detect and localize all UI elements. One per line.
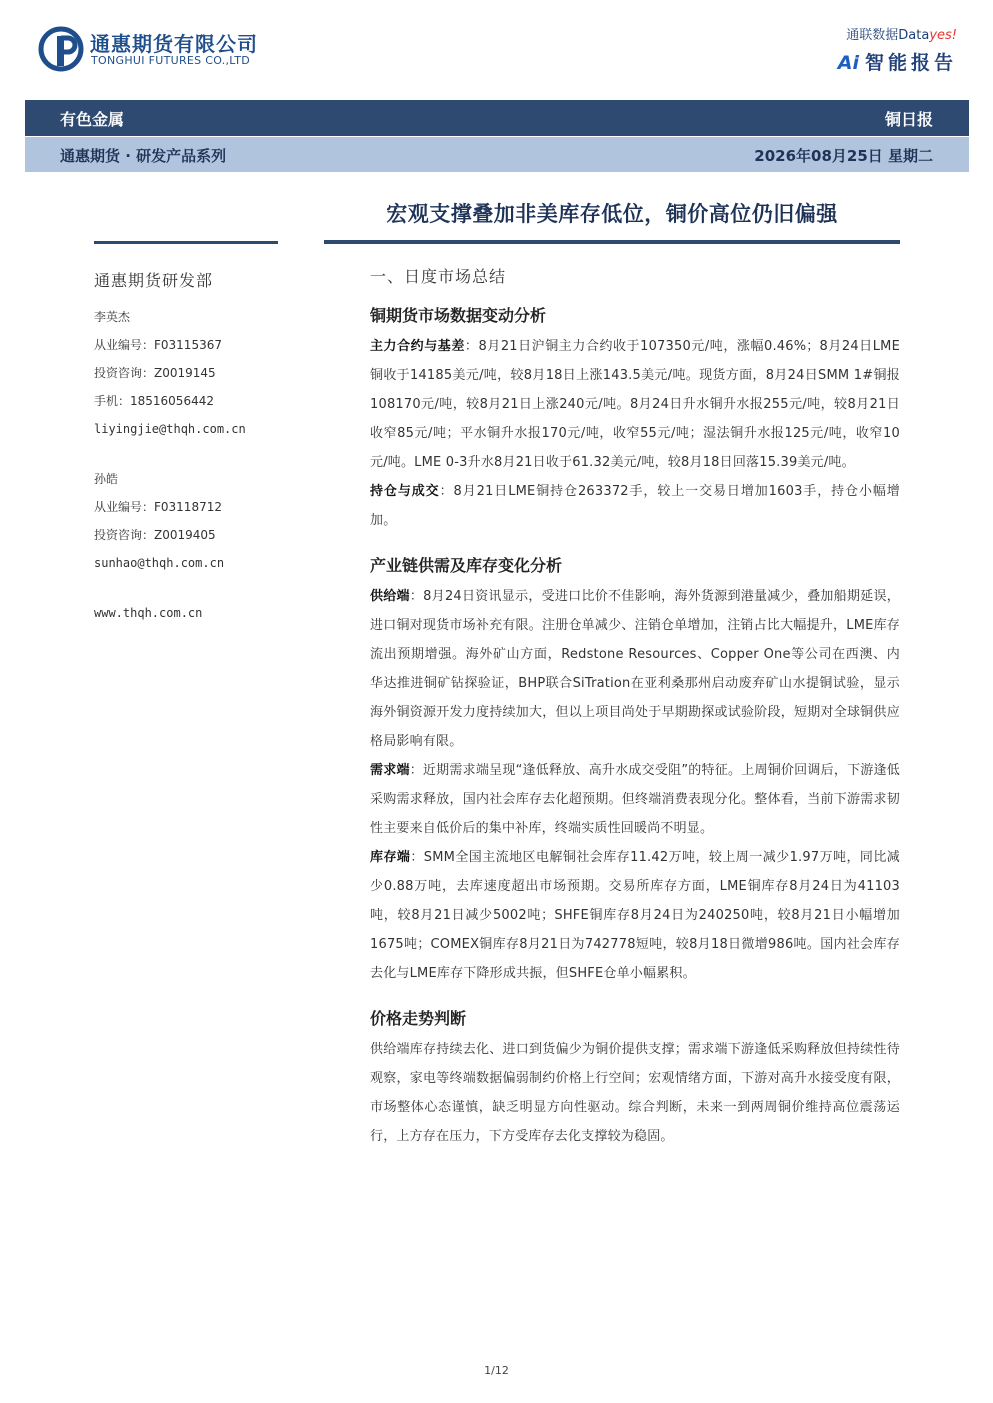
- sidebar-divider: [94, 241, 278, 244]
- position-label: 持仓与成交: [370, 484, 440, 499]
- company-logo-icon: [38, 26, 84, 72]
- chain-analysis-heading: 产业链供需及库存变化分析: [370, 556, 563, 575]
- series-band: [25, 137, 969, 172]
- title-divider: [324, 240, 900, 244]
- price-trend-heading: 价格走势判断: [370, 1009, 467, 1028]
- datayes-brand-yes: yes!: [929, 28, 957, 43]
- research-dept: 通惠期货研发部: [94, 271, 214, 290]
- category-band: [25, 100, 969, 136]
- ai-report-text: 智能报告: [864, 52, 957, 74]
- website-link[interactable]: www.thqh.com.cn: [94, 606, 203, 620]
- demand-label: 需求端: [370, 763, 410, 778]
- category-label: 有色金属: [60, 110, 125, 129]
- series-label: 通惠期货 · 研发产品系列: [60, 147, 227, 165]
- report-type-label: 铜日报: [884, 110, 933, 129]
- main-contract-paragraph: [370, 332, 900, 477]
- futures-analysis-heading: 铜期货市场数据变动分析: [370, 306, 547, 325]
- section-heading: 一、日度市场总结: [370, 267, 507, 286]
- analyst2-consult: 投资咨询：Z0019405: [94, 528, 216, 542]
- analyst1-license: 从业编号：F03115367: [94, 338, 222, 352]
- analyst1-phone: 手机：18516056442: [94, 394, 214, 408]
- report-title: 宏观支撑叠加非美库存低位，铜价高位仍旧偏强: [386, 202, 838, 226]
- inventory-text: ：SMM全国主流地区电解铜社会库存11.42万吨，较上周一减少1.97万吨，同比减少0.88万吨，去库速度超出市场预期。交易所库存方面，LME铜库存8月24日为41103吨，较8月21日减少5002吨；SHFE铜库存8月24日为240250吨，较8月21日小幅增加1675吨；COMEX铜库存8月21日为742778短吨，较8月18日微增986吨。国内社会库存去化与LME库存下降形成共振，但SHFE仓单小幅累积。: [370, 850, 900, 981]
- main-contract-text: ：8月21日沪铜主力合约收于107350元/吨，涨幅0.46%；8月24日LME铜收于14185美元/吨，较8月18日上涨143.5美元/吨。现货方面，8月24日SMM 1#铜报108170元/吨，较8月21日上涨240元/吨。8月24日升水铜升水报255元/吨，较8月21日收窄85元/吨；平水铜升水报170元/吨，收窄55元/吨；湿法铜升水报125元/吨，收窄10元/吨。LME 0-3升水8月21日收于61.32美元/吨，较8月18日回落15.39美元/吨。: [370, 339, 900, 470]
- analyst2-name: 孙皓: [94, 472, 119, 486]
- company-name-cn: 通惠期货有限公司: [90, 32, 258, 56]
- supply-paragraph: [370, 582, 900, 756]
- datayes-brand-text: 通联数据Data: [846, 28, 930, 43]
- report-date: 2026年08月25日 星期二: [754, 147, 933, 165]
- inventory-label: 库存端: [370, 850, 411, 865]
- company-name-en: TONGHUI FUTURES CO.,LTD: [91, 54, 251, 67]
- datayes-brand: [846, 24, 957, 43]
- position-paragraph: [370, 477, 900, 535]
- analyst2-email[interactable]: sunhao@thqh.com.cn: [94, 556, 225, 570]
- sidebar: [94, 268, 294, 633]
- ai-logo-text: Ai: [837, 52, 859, 74]
- inventory-paragraph: [370, 843, 900, 988]
- analyst2-license: 从业编号：F03118712: [94, 500, 222, 514]
- main-content: [370, 264, 900, 1151]
- supply-label: 供给端: [370, 589, 410, 604]
- page-number: 1/12: [484, 1364, 509, 1377]
- price-trend-paragraph: 供给端库存持续去化、进口到货偏少为铜价提供支撑；需求端下游逢低采购释放但持续性待观察，家电等终端数据偏弱制约价格上行空间；宏观情绪方面，下游对高升水接受度有限，市场整体心态谨慎，缺乏明显方向性驱动。综合判断，未来一到两周铜价维持高位震荡运行，上方存在压力，下方受库存去化支撑较为稳固。: [370, 1042, 900, 1144]
- demand-paragraph: [370, 756, 900, 843]
- analyst1-name: 李英杰: [94, 310, 131, 324]
- position-text: ：8月21日LME铜持仓263372手，较上一交易日增加1603手，持仓小幅增加。: [370, 484, 900, 528]
- supply-text: ：8月24日资讯显示，受进口比价不佳影响，海外货源到港量减少，叠加船期延误，进口铜对现货市场补充有限。注册仓单减少、注销仓单增加，注销占比大幅提升，LME库存流出预期增强。海外矿山方面，Redstone Resources、Copper One等公司在西澳、内华达推进铜矿钻探验证，BHP联合SiTration在亚利桑那州启动废弃矿山水提铜试验，显示海外铜资源开发力度持续加大，但以上项目尚处于早期勘探或试验阶段，短期对全球铜供应格局影响有限。: [370, 589, 900, 749]
- demand-text: ：近期需求端呈现“逢低释放、高升水成交受阻”的特征。上周铜价回调后，下游逢低采购需求释放，国内社会库存去化超预期。但终端消费表现分化。整体看，当前下游需求韧性主要来自低价后的集中补库，终端实质性回暖尚不明显。: [370, 763, 900, 836]
- analyst1-consult: 投资咨询：Z0019145: [94, 366, 216, 380]
- main-contract-label: 主力合约与基差: [370, 339, 465, 354]
- analyst1-email[interactable]: liyingjie@thqh.com.cn: [94, 422, 246, 436]
- ai-report-brand: [838, 48, 957, 75]
